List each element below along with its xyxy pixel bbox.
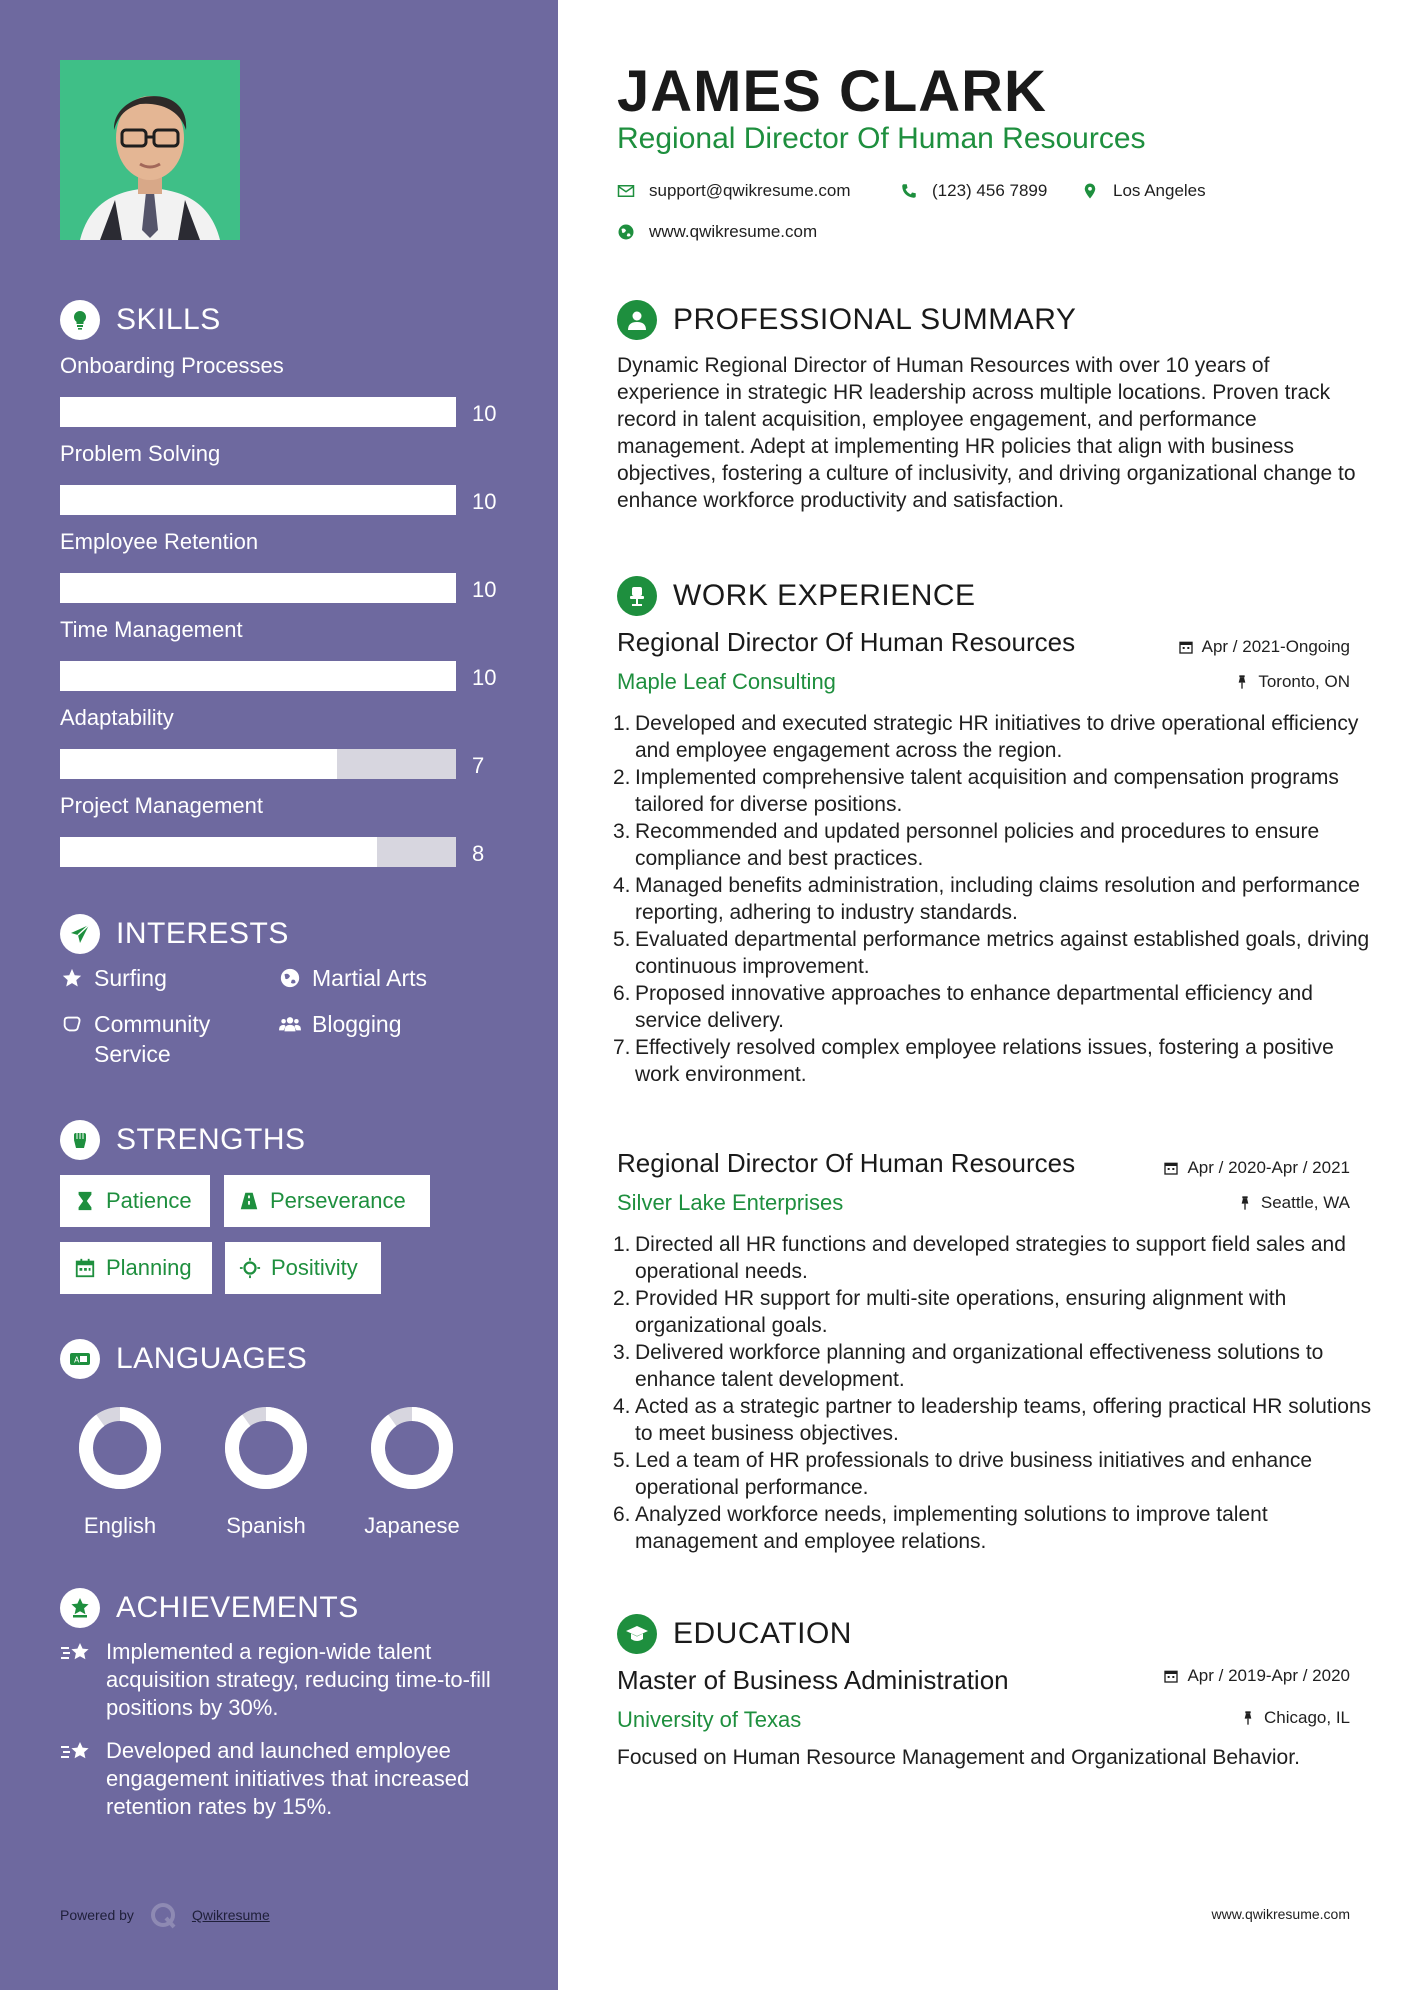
skill-bar	[60, 837, 456, 867]
shooting-star-icon	[60, 1640, 92, 1668]
skill-item	[60, 703, 520, 779]
list-item: 4. Acted as a strategic partner to leadership teams, offering practical HR solutions to meet business objectives.	[613, 1395, 1372, 1445]
list-item: 5. Led a team of HR professionals to drive business initiatives and enhance operational performance.	[613, 1447, 1373, 1501]
language-icon	[60, 1339, 100, 1379]
skill-bar-fill	[60, 397, 456, 427]
list-item: 1. Directed all HR functions and developed strategies to support field sales and operational needs.	[613, 1231, 1373, 1285]
skill-value: 10	[472, 489, 497, 514]
skill-bar	[60, 397, 456, 427]
list-item: 7. Effectively resolved complex employee relations issues, fostering a positive work environment.	[613, 1034, 1373, 1088]
language-item	[60, 1403, 180, 1539]
skill-bar-fill	[60, 837, 377, 867]
education-location	[1240, 1708, 1350, 1728]
education-dates	[1163, 1666, 1350, 1686]
strength-tag	[60, 1175, 210, 1227]
hourglass-icon	[74, 1190, 96, 1212]
star-icon	[60, 963, 84, 993]
duty-text: Led a team of HR professionals to drive business initiatives and enhance operational performance.	[635, 1449, 1313, 1499]
shooting-star-icon	[60, 1739, 92, 1767]
job-duties-list	[613, 1231, 1373, 1555]
duty-text: Effectively resolved complex employee relations issues, fostering a positive work environment.	[635, 1036, 1334, 1086]
skill-bar	[60, 749, 456, 779]
interest-item	[60, 1009, 260, 1069]
interests-title: INTERESTS	[116, 917, 289, 950]
language-name: Spanish	[226, 1513, 306, 1538]
lightbulb-icon	[60, 300, 100, 340]
achievement-text: Implemented a region-wide talent acquisition strategy, reducing time-to-fill positions by 30%.	[106, 1639, 491, 1720]
job-dates	[1163, 1158, 1350, 1178]
strength-tag	[60, 1242, 212, 1294]
list-item: 5. Evaluated departmental performance metrics against established goals, driving continuous improvement.	[613, 926, 1373, 980]
job-dates	[1178, 637, 1350, 657]
strength-label: Planning	[106, 1255, 192, 1280]
contact-email[interactable]	[617, 181, 851, 201]
skill-name: Onboarding Processes	[60, 353, 284, 378]
education-description: Focused on Human Resource Management and Organizational Behavior.	[617, 1746, 1300, 1769]
qwikresume-link[interactable]: Qwikresume	[191, 1907, 270, 1923]
skill-bar	[60, 573, 456, 603]
profile-photo	[60, 60, 240, 240]
skill-value: 10	[472, 401, 497, 426]
list-item: 3. Recommended and updated personnel policies and procedures to ensure compliance and best practices.	[613, 818, 1373, 872]
achievement-text: Developed and launched employee engagement initiatives that increased retention rates by 15%.	[106, 1738, 470, 1819]
job-duties-list	[613, 710, 1373, 1088]
list-item: 6. Proposed innovative approaches to enhance departmental efficiency and service delivery.	[613, 980, 1373, 1034]
award-icon	[60, 1588, 100, 1628]
summary-heading	[617, 300, 1076, 340]
achievement-item	[60, 1737, 500, 1821]
achievements-heading	[60, 1588, 359, 1628]
skill-item	[60, 791, 520, 867]
achievement-item	[60, 1638, 500, 1722]
interest-label: Martial Arts	[312, 965, 428, 991]
powered-by-label: Powered by	[60, 1907, 134, 1923]
interest-label: Blogging	[312, 1011, 402, 1037]
phone-icon	[900, 182, 918, 200]
education-location-text: Chicago, IL	[1264, 1708, 1350, 1727]
education-dates-text: Apr / 2019-Apr / 2020	[1187, 1666, 1350, 1685]
job-company: Maple Leaf Consulting	[617, 669, 836, 694]
contact-location	[1081, 181, 1206, 201]
skill-item	[60, 439, 520, 515]
strength-label: Patience	[106, 1188, 192, 1213]
interest-label: Community Service	[94, 1011, 211, 1067]
footer-url[interactable]: www.qwikresume.com	[1211, 1906, 1350, 1922]
language-ring	[367, 1403, 457, 1493]
language-item	[206, 1403, 326, 1539]
experience-heading	[617, 576, 976, 616]
calendar-icon	[1178, 639, 1194, 655]
language-name: English	[83, 1513, 157, 1538]
skill-value: 10	[472, 665, 497, 690]
achievements-title: ACHIEVEMENTS	[116, 1591, 359, 1624]
strength-label: Positivity	[271, 1255, 358, 1280]
skill-item	[60, 615, 520, 691]
candidate-role: Regional Director Of Human Resources	[617, 122, 1146, 155]
contact-phone[interactable]	[900, 181, 1047, 201]
globe-icon	[278, 963, 302, 993]
interest-item	[278, 963, 518, 993]
strength-tag	[225, 1242, 381, 1294]
summary-title: PROFESSIONAL SUMMARY	[673, 303, 1077, 336]
list-item: 1. Developed and executed strategic HR initiatives to drive operational efficiency and employee engagement across the region.	[613, 710, 1373, 764]
envelope-icon	[617, 182, 635, 200]
skill-bar-fill	[60, 573, 456, 603]
calendar-icon	[1163, 1160, 1179, 1176]
graduation-icon	[617, 1614, 657, 1654]
duty-text: Managed benefits administration, including claims resolution and performance reporting, adhering to industry standards.	[635, 874, 1360, 924]
job-dates-text: Apr / 2021-Ongoing	[1201, 637, 1350, 656]
chair-icon	[617, 576, 657, 616]
main-content	[558, 0, 1407, 1990]
skill-bar-fill	[60, 485, 456, 515]
degree-title: Master of Business Administration	[617, 1665, 1009, 1695]
road-icon	[238, 1190, 260, 1212]
languages-title: LANGUAGES	[116, 1342, 308, 1375]
fist-icon	[60, 1120, 100, 1160]
phone-text: (123) 456 7899	[932, 181, 1048, 200]
duty-text: Recommended and updated personnel policies and procedures to ensure compliance and best practices.	[635, 820, 1320, 870]
job-location	[1234, 672, 1350, 692]
strength-tag	[224, 1175, 430, 1227]
duty-text: Acted as a strategic partner to leadership teams, offering practical HR solutions to meet business objectives.	[635, 1395, 1372, 1445]
list-item: 2. Implemented comprehensive talent acquisition and compensation programs tailored for diverse positions.	[613, 764, 1373, 818]
strength-label: Perseverance	[270, 1188, 406, 1213]
contact-website[interactable]	[617, 222, 817, 242]
job-company: Silver Lake Enterprises	[617, 1190, 844, 1215]
duty-text: Provided HR support for multi-site operations, ensuring alignment with organizational goals.	[635, 1287, 1287, 1337]
language-item	[352, 1403, 472, 1539]
duty-text: Proposed innovative approaches to enhance departmental efficiency and service delivery.	[635, 982, 1313, 1032]
skill-name: Adaptability	[60, 705, 174, 730]
globe-icon	[617, 223, 635, 241]
sun-icon	[239, 1257, 261, 1279]
calendar-icon	[1163, 1668, 1179, 1684]
list-item: 3. Delivered workforce planning and organizational effectiveness solutions to enhance talent development.	[613, 1339, 1373, 1393]
email-text: support@qwikresume.com	[649, 181, 851, 200]
skill-bar	[60, 661, 456, 691]
skill-bar-fill	[60, 749, 337, 779]
skill-value: 8	[472, 841, 485, 866]
powered-by	[60, 1900, 270, 1930]
duty-text: Analyzed workforce needs, implementing solutions to improve talent management and employee relations.	[635, 1503, 1268, 1553]
language-ring	[75, 1403, 165, 1493]
sidebar	[0, 0, 558, 1990]
list-item: 2. Provided HR support for multi-site operations, ensuring alignment with organizational goals.	[613, 1285, 1373, 1339]
skill-bar	[60, 485, 456, 515]
skill-item	[60, 351, 520, 427]
language-ring	[221, 1403, 311, 1493]
education-heading	[617, 1614, 852, 1654]
pin-icon	[1240, 1710, 1256, 1726]
skill-name: Time Management	[60, 617, 243, 642]
candidate-name: JAMES CLARK	[617, 59, 1047, 124]
skill-value: 10	[472, 577, 497, 602]
experience-title: WORK EXPERIENCE	[673, 579, 976, 612]
paper-plane-icon	[60, 914, 100, 954]
interest-label: Surfing	[94, 965, 167, 991]
skill-name: Problem Solving	[60, 441, 221, 466]
calendar-icon	[74, 1257, 96, 1279]
job-title: Regional Director Of Human Resources	[617, 627, 1076, 657]
interest-item	[60, 963, 260, 993]
skill-name: Employee Retention	[60, 529, 259, 554]
interest-item	[278, 1009, 518, 1039]
duty-text: Directed all HR functions and developed strategies to support field sales and operational needs.	[635, 1233, 1346, 1283]
website-text: www.qwikresume.com	[649, 222, 818, 241]
skill-item	[60, 527, 520, 603]
languages-heading	[60, 1339, 307, 1379]
summary-text: Dynamic Regional Director of Human Resources with over 10 years of experience in strategic HR leadership across multiple locations. Proven track record in talent acquisition, employee engagement, and performance management. Adept at implementing HR policies that align with business objectives, fostering a culture of inclusivity, and driving organizational change to enhance workforce productivity and satisfaction.	[617, 354, 1356, 512]
list-item: 6. Analyzed workforce needs, implementing solutions to improve talent management and employee relations.	[613, 1501, 1373, 1555]
map-pin-icon	[1081, 182, 1099, 200]
skill-bar-fill	[60, 661, 456, 691]
location-text: Los Angeles	[1113, 181, 1206, 200]
skills-heading	[60, 300, 221, 340]
duty-text: Developed and executed strategic HR initiatives to drive operational efficiency and employee engagement across the region.	[635, 712, 1359, 762]
user-icon	[617, 300, 657, 340]
hand-icon	[60, 1009, 84, 1039]
skill-value: 7	[472, 753, 485, 778]
job-location-text: Toronto, ON	[1258, 672, 1350, 691]
strengths-heading	[60, 1120, 306, 1160]
pin-icon	[1234, 674, 1250, 690]
job-title: Regional Director Of Human Resources	[617, 1148, 1076, 1178]
qwikresume-logo-icon	[148, 1900, 178, 1930]
duty-text: Evaluated departmental performance metrics against established goals, driving continuous improvement.	[635, 928, 1370, 978]
education-title: EDUCATION	[673, 1617, 852, 1650]
job-dates-text: Apr / 2020-Apr / 2021	[1187, 1158, 1350, 1177]
skill-name: Project Management	[60, 793, 263, 818]
svg-text:A: A	[74, 1355, 80, 1365]
list-item: 4. Managed benefits administration, including claims resolution and performance reporting, adhering to industry standards.	[613, 872, 1373, 926]
interests-heading	[60, 914, 289, 954]
language-name: Japanese	[364, 1513, 460, 1538]
skills-title: SKILLS	[116, 303, 221, 336]
job-location	[1237, 1193, 1350, 1213]
school-name: University of Texas	[617, 1707, 802, 1732]
users-icon	[278, 1009, 302, 1039]
duty-text: Delivered workforce planning and organizational effectiveness solutions to enhance talent development.	[635, 1341, 1324, 1391]
job-location-text: Seattle, WA	[1260, 1193, 1350, 1212]
duty-text: Implemented comprehensive talent acquisition and compensation programs tailored for diverse positions.	[635, 766, 1339, 816]
strengths-title: STRENGTHS	[116, 1123, 306, 1156]
pin-icon	[1237, 1195, 1253, 1211]
